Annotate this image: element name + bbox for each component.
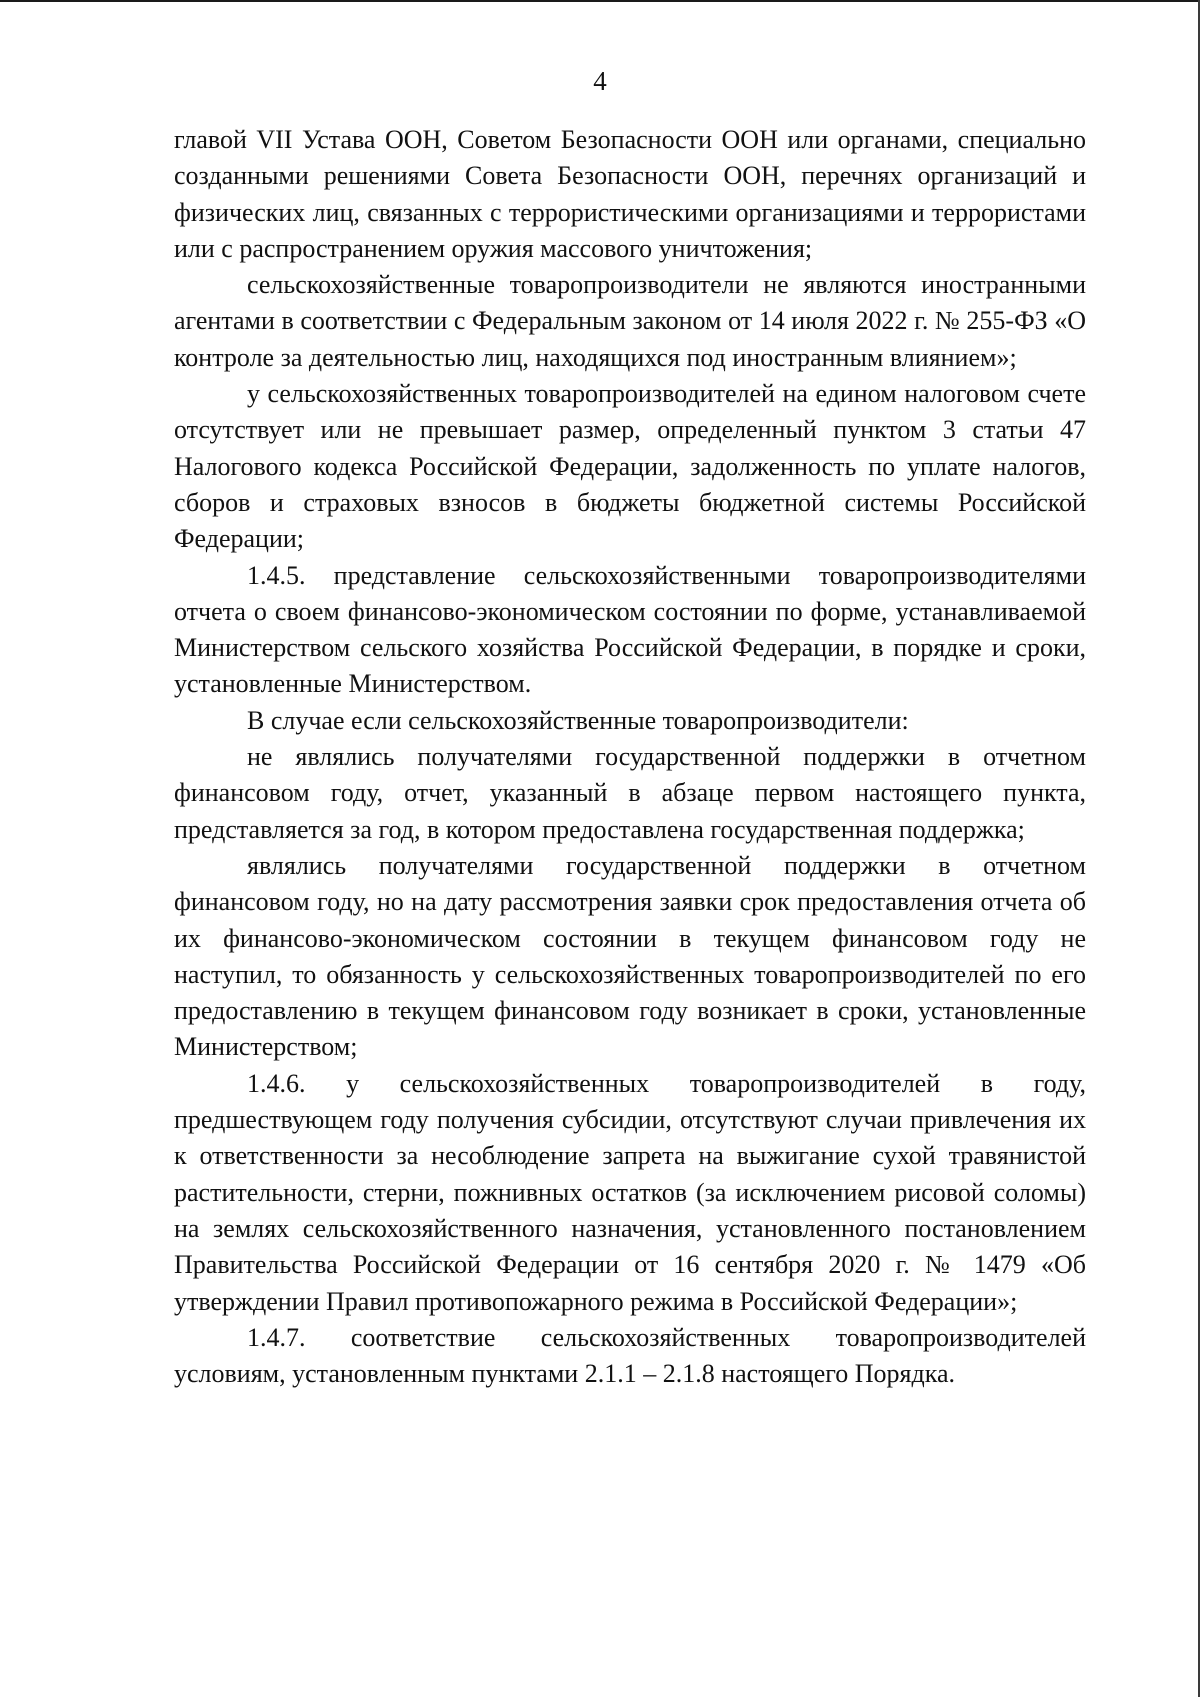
paragraph-1-4-5: 1.4.5. представление сельскохозяйственными товаропроизводителями отчета о своем финансово-экономическом состоянии по форме, устанавливаемой Министерством сельского хозяйства Российской Федерации, в порядке и сроки, установленные Министерством. (174, 560, 1086, 699)
paragraph-in-case: В случае если сельскохозяйственные товаропроизводители: (247, 705, 909, 735)
document-body (174, 122, 1086, 1392)
paragraph-continuation: главой VII Устава ООН, Советом Безопасности ООН или органами, специально созданными решениями Совета Безопасности ООН, перечнях организаций и физических лиц, связанных с террористическими организациями и террористами или с распространением оружия массового уничтожения; (174, 125, 1086, 263)
paragraph-tax-debt: у сельскохозяйственных товаропроизводителей на едином налоговом счете отсутствует или не превышает размер, определенный пунктом 3 статьи 47 Налогового кодекса Российской Федерации, задолженность по уплате налогов, сборов и страховых взносов в бюджеты бюджетной системы Российской Федерации; (174, 379, 1086, 554)
paragraph-foreign-agents: сельскохозяйственные товаропроизводители не являются иностранными агентами в соответствии с Федеральным законом от 14 июля 2022 г. № 255-ФЗ «О контроле за деятельностью лиц, находящихся под иностранным влиянием»; (174, 270, 1086, 372)
paragraph-not-recipients: не являлись получателями государственной поддержки в отчетном финансовом году, отчет, указанный в абзаце первом настоящего пункта, представляется за год, в котором предоставлена государственная поддержка; (174, 742, 1086, 844)
paragraph-were-recipients: являлись получателями государственной поддержки в отчетном финансовом году, но на дату рассмотрения заявки срок предоставления отчета об их финансово-экономическом состоянии в текущем финансовом году не наступил, то обязанность у сельскохозяйственных товаропроизводителей по его предоставлению в текущем финансовом году возникает в сроки, установленные Министерством; (174, 850, 1086, 1062)
scan-edge-top (0, 0, 1200, 2)
page-number: 4 (593, 66, 607, 96)
paragraph-1-4-7: 1.4.7. соответствие сельскохозяйственных товаропроизводителей условиям, установленным пунктами 2.1.1 – 2.1.8 настоящего Порядка. (174, 1322, 1086, 1389)
paragraph-1-4-6: 1.4.6. у сельскохозяйственных товаропроизводителей в году, предшествующем году получения субсидии, отсутствуют случаи привлечения их к ответственности за несоблюдение запрета на выжигание сухой травянистой растительности, стерни, пожнивных остатков (за исключением рисовой соломы) на землях сельскохозяйственного назначения, установленного постановлением Правительства Российской Федерации от 16 сентября 2020 г. № 1479 «Об утверждении Правил противопожарного режима в Российской Федерации»; (174, 1068, 1086, 1316)
